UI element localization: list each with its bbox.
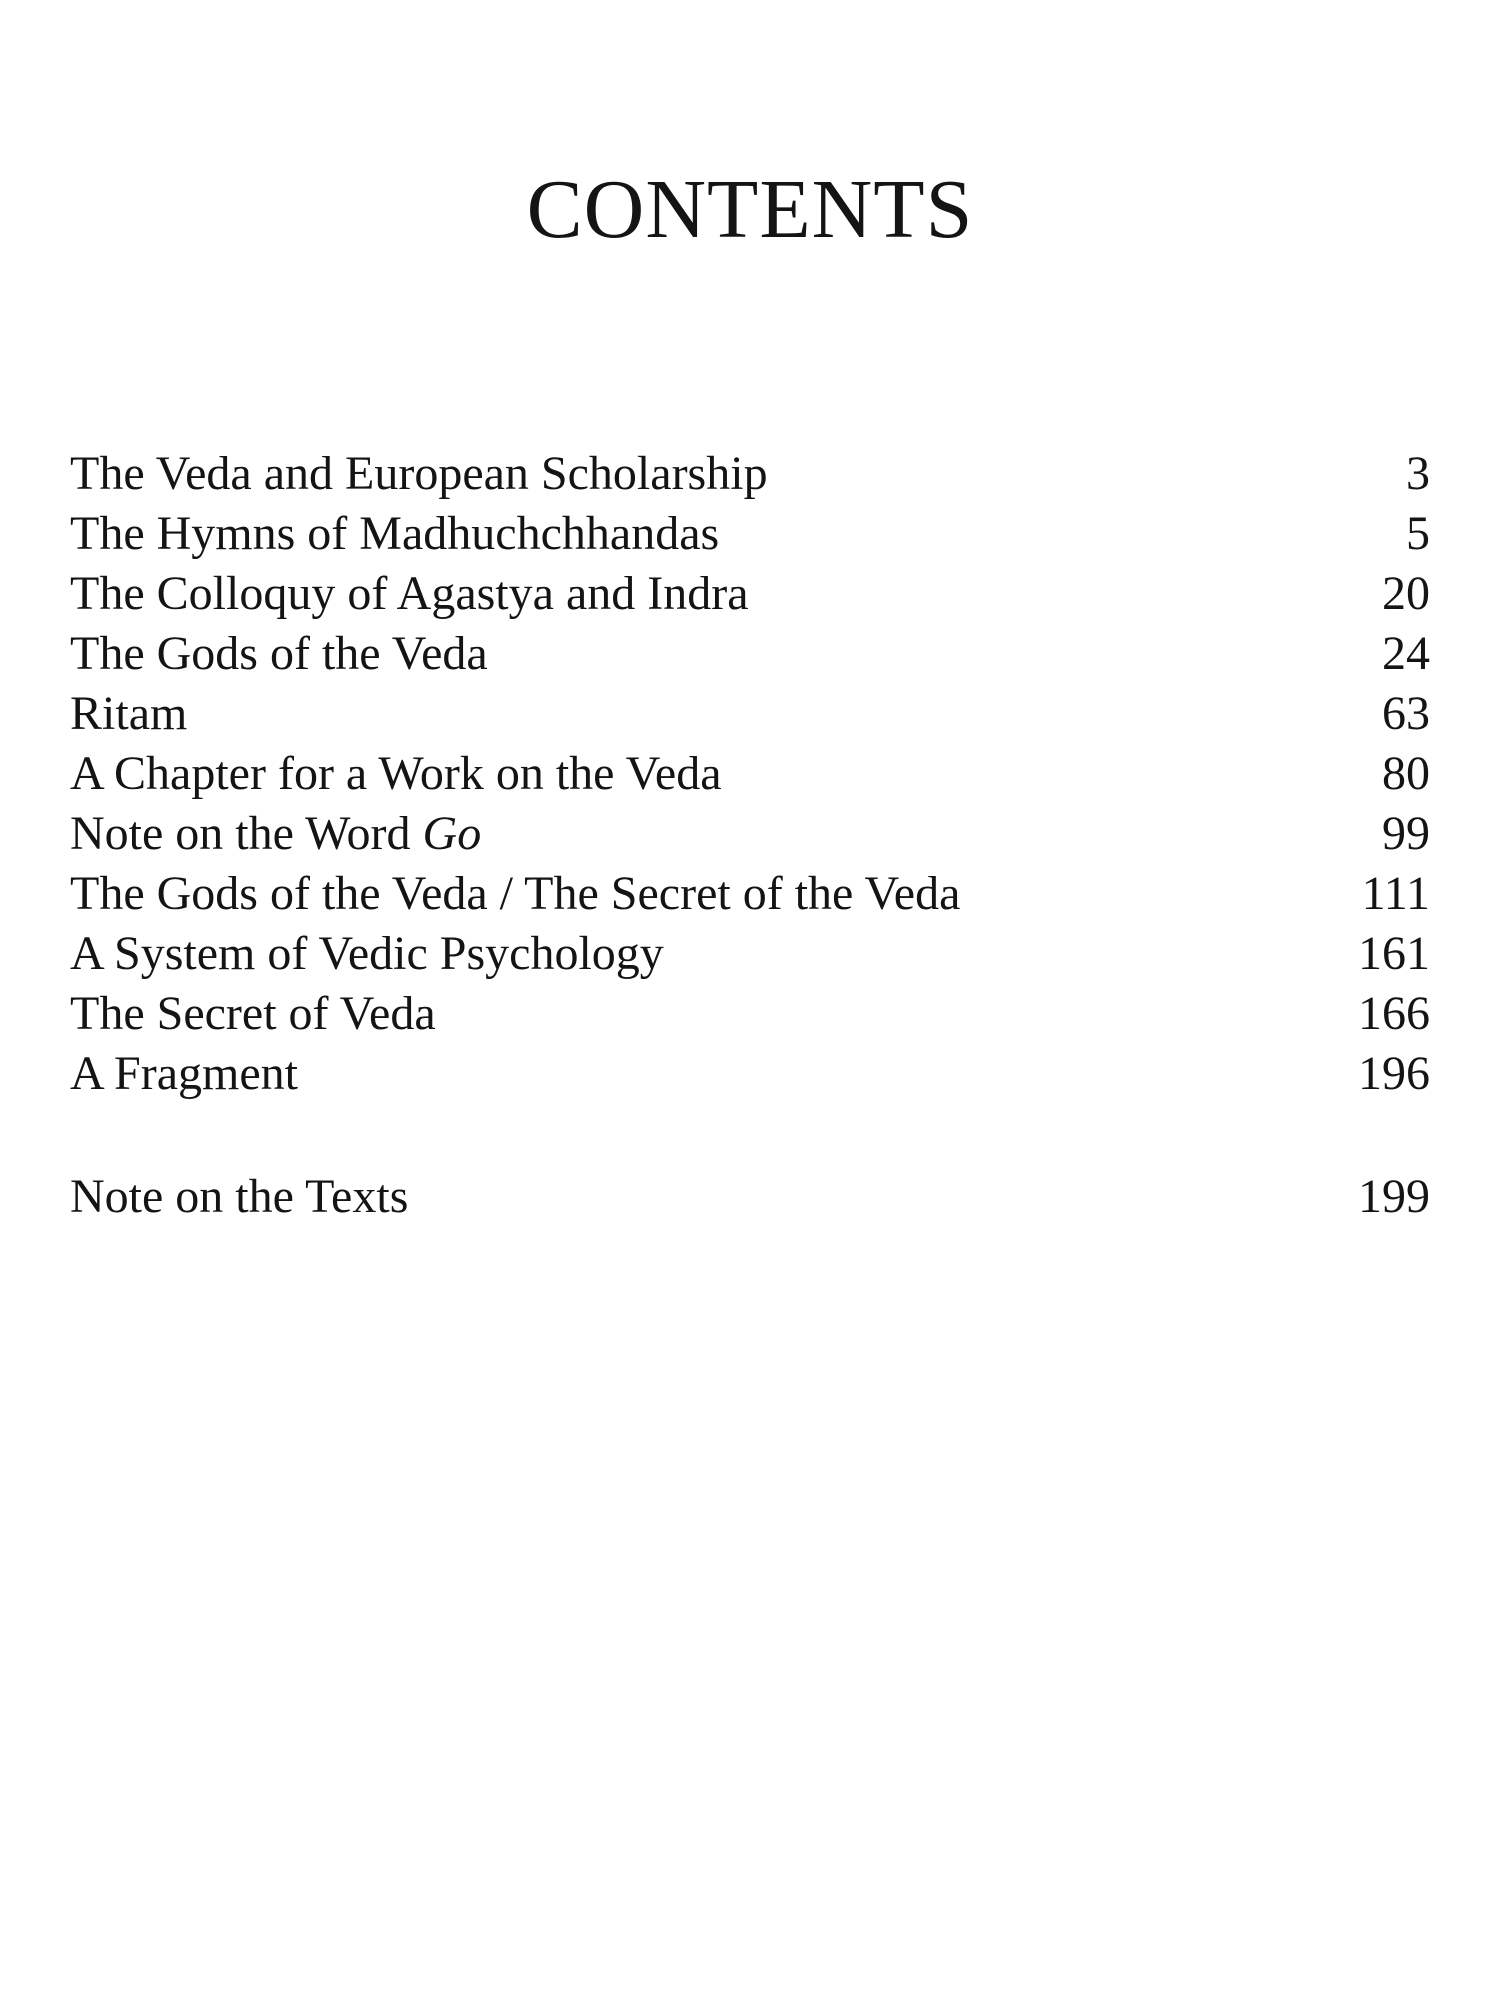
toc-entry-page: 161 [1358, 927, 1430, 980]
toc-entry [70, 444, 1430, 504]
toc-entry-page: 24 [1382, 627, 1430, 680]
toc-entry [70, 744, 1430, 804]
toc-entry-title-text: Note on the Word [70, 807, 423, 860]
table-of-contents [70, 444, 1430, 1227]
toc-entry-title: The Colloquy of Agastya and Indra [70, 567, 749, 620]
toc-entry-title: The Veda and European Scholarship [70, 447, 768, 500]
toc-entry-page: 166 [1358, 987, 1430, 1040]
toc-entry-title-italic: Go [422, 807, 482, 860]
toc-entry [70, 1044, 1430, 1104]
toc-entry-page: 80 [1382, 747, 1430, 800]
toc-entry [70, 684, 1430, 744]
toc-entry-page: 111 [1361, 867, 1430, 920]
toc-entry-page: 199 [1358, 1170, 1430, 1223]
toc-entry-title: The Secret of Veda [70, 987, 436, 1040]
toc-entry-page: 20 [1382, 567, 1430, 620]
page-title: CONTENTS [526, 163, 974, 256]
toc-entry-title: The Hymns of Madhuchchhandas [70, 507, 720, 560]
toc-entry [70, 564, 1430, 624]
toc-entry [70, 1167, 1430, 1227]
toc-entry [70, 984, 1430, 1044]
toc-entry-title: A Fragment [70, 1047, 298, 1100]
toc-entry-title: A Chapter for a Work on the Veda [70, 747, 722, 800]
toc-entry-page: 196 [1358, 1047, 1430, 1100]
toc-entry [70, 624, 1430, 684]
toc-entry-title: The Gods of the Veda / The Secret of the Veda [70, 867, 961, 920]
toc-entry-page: 5 [1406, 507, 1430, 560]
toc-entry-page: 63 [1382, 687, 1430, 740]
toc-entry-title [70, 804, 481, 864]
toc-entry-title: Note on the Texts [70, 1170, 409, 1223]
toc-entry-page: 99 [1382, 807, 1430, 860]
toc-entry-page: 3 [1406, 447, 1430, 500]
toc-entry-title: Ritam [70, 687, 188, 740]
toc-entry [70, 924, 1430, 984]
toc-entry [70, 804, 1430, 864]
toc-entry [70, 504, 1430, 564]
toc-entry-title: A System of Vedic Psychology [70, 927, 664, 980]
toc-entry-title: The Gods of the Veda [70, 627, 488, 680]
toc-entry [70, 864, 1430, 924]
